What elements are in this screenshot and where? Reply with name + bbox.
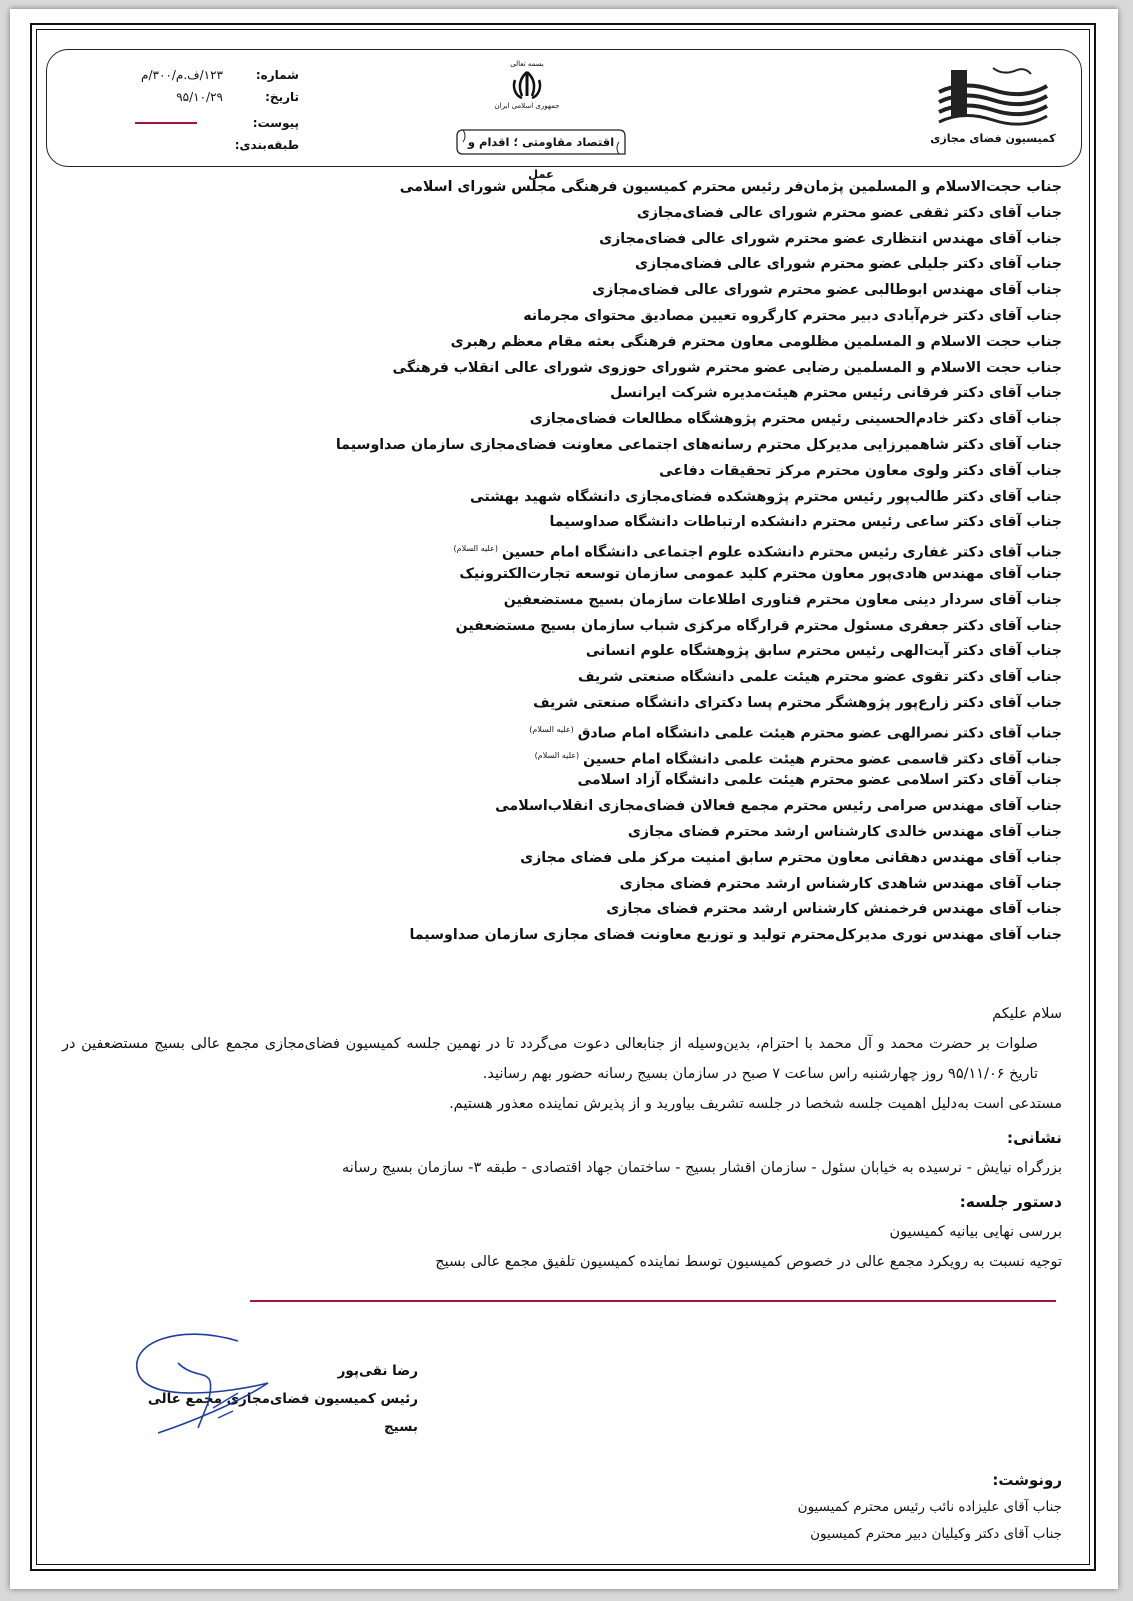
slogan-banner [455,126,627,181]
number-value: ۱۲۳/ف.م/۳۰۰/م [141,68,223,82]
recipient-line [302,872,1062,898]
recipient-line [302,614,1062,640]
recipient-text: جناب آقای مهندس صرامی رئیس محترم مجمع فعالان فضای‌مجازی انقلاب‌اسلامی [495,798,1062,815]
recipient-text: جناب حجت الاسلام و المسلمین مظلومی معاون محترم فرهنگی بعثه مقام معظم رهبری [450,333,1062,350]
waves-logo-icon [933,64,1053,130]
agenda-item: بررسی نهایی بیانیه کمیسیون [889,1224,1062,1240]
recipient-text: جناب آقای دکتر آیت‌الهی رئیس محترم سابق پژوهشگاه علوم انسانی [585,643,1062,660]
agenda-title: دستور جلسه: [959,1193,1062,1211]
signatory-name: رضا نقی‌پور [337,1363,418,1379]
agenda-item: توجیه نسبت به رویکرد مجمع عالی در خصوص کمیسیون توسط نماینده کمیسیون تلفیق مجمع عالی بسیج [435,1254,1062,1270]
classification-label: طبقه‌بندی: [234,138,299,152]
recipient-line [302,227,1062,253]
honorific-superscript: (علیه السلام) [529,724,574,734]
recipient-line [302,356,1062,382]
meta-attachment [99,116,299,138]
agenda-underline [250,1300,1056,1302]
recipient-text: جناب آقای دکتر جلیلی عضو محترم شورای عالی فضای‌مجازی [635,256,1062,273]
recipient-text: جناب آقای دکتر خرم‌آبادی دبیر محترم کارگروه تعیین مصادیق محتوای مجرمانه [523,307,1062,324]
recipient-line [302,459,1062,485]
letterhead [46,49,1082,181]
recipient-line [302,743,1062,769]
recipient-line [302,588,1062,614]
recipient-text: جناب آقای دکتر خادم‌الحسینی رئیس محترم پژوهشگاه مطالعات فضای‌مجازی [529,411,1062,428]
recipient-line [302,897,1062,923]
recipient-text: جناب آقای مهندس دهقانی معاون محترم سابق امنیت مرکز ملی فضای مجازی [520,849,1062,866]
letter-metadata [99,62,299,162]
recipient-text: جناب آقای دکتر اسلامی عضو محترم هیئت علمی دانشگاه آزاد اسلامی [577,772,1062,789]
attachment-label: پیوست: [252,116,299,130]
recipient-line [302,510,1062,536]
recipient-line [302,304,1062,330]
signature-block [118,1357,418,1441]
recipient-text: جناب آقای دکتر قاسمی عضو محترم هیئت علمی دانشگاه امام حسین [583,751,1062,768]
cc-item: جناب آقای دکتر وکیلیان دبیر محترم کمیسیون [810,1526,1062,1542]
slogan-text: اقتصاد مقاومتی ؛ اقدام و عمل [467,135,615,181]
number-label: شماره: [255,68,299,82]
emblem-bottom-text: جمهوری اسلامی ایران [494,102,560,110]
recipient-text: جناب آقای دکتر ساعی رئیس محترم دانشکده ارتباطات دانشگاه صداوسیما [549,514,1062,531]
recipient-line [302,407,1062,433]
recipient-line [302,639,1062,665]
recipient-text: جناب حجت الاسلام و المسلمین رضایی عضو محترم شورای حوزوی شورای عالی انقلاب فرهنگی [392,359,1062,376]
recipient-line [302,691,1062,717]
recipient-text: جناب آقای مهندس فرخمنش کارشناس ارشد محترم فضای مجازی [606,901,1062,918]
recipient-line [302,381,1062,407]
recipient-line [302,330,1062,356]
recipient-text: جناب آقای مهندس هادی‌پور معاون محترم کلید عمومی سازمان توسعه تجارت‌الکترونیک [459,565,1062,582]
recipient-text: جناب آقای مهندس شاهدی کارشناس ارشد محترم فضای مجازی [619,875,1062,892]
recipient-line [302,175,1062,201]
recipient-text: جناب آقای دکتر تقوی عضو محترم هیئت علمی دانشگاه صنعتی شریف [578,669,1062,686]
meta-date [99,90,299,112]
recipient-text: جناب آقای سردار دینی معاون محترم فناوری اطلاعات سازمان بسیج مستضعفین [503,591,1062,608]
state-emblem [477,60,577,110]
recipient-text: جناب آقای دکتر طالب‌پور رئیس محترم پژوهشکده فضای‌مجازی دانشگاه شهید بهشتی [469,488,1062,505]
cc-title: رونوشت: [992,1471,1062,1489]
recipient-text: جناب آقای دکتر زارع‌پور پژوهشگر محترم پسا دکترای دانشگاه صنعتی شریف [533,694,1062,711]
recipient-line [302,717,1062,743]
recipient-list [302,175,1062,949]
greeting: سلام علیکم [992,1006,1062,1022]
recipient-text: جناب حجت‌الاسلام و المسلمین پژمان‌فر رئیس محترم کمیسیون فرهنگی مجلس شورای اسلامی [399,179,1062,195]
recipient-line [302,562,1062,588]
recipient-text: جناب آقای دکتر جعفری مسئول محترم قرارگاه مرکزی شباب سازمان بسیج مستضعفین [455,617,1062,634]
recipient-line [302,252,1062,278]
emblem-top-text: بسمه تعالی [510,60,544,68]
recipient-text: جناب آقای دکتر نصرالهی عضو محترم هیئت علمی دانشگاه امام صادق [577,725,1062,742]
logo-caption: کمیسیون فضای مجازی [930,132,1056,145]
recipient-line [302,820,1062,846]
date-value: ۹۵/۱۰/۲۹ [176,90,223,104]
address-text: بزرگراه نیایش - نرسیده به خیابان سئول - سازمان اقشار بسیج - ساختمان جهاد اقتصادی - طبقه ۳- سازمان بسیج رسانه [341,1160,1062,1176]
letter-body [62,999,1062,1277]
recipient-line [302,794,1062,820]
document-page [10,9,1118,1589]
recipient-text: جناب آقای دکتر شاهمیرزایی مدیرکل محترم رسانه‌های اجتماعی معاونت فضای‌مجازی سازمان صداوسیما [335,436,1062,453]
iran-emblem-icon [510,70,544,100]
recipient-line [302,768,1062,794]
request-paragraph: مستدعی است به‌دلیل اهمیت جلسه شخصا در جلسه تشریف بیاورید و از پذیرش نماینده معذور هستیم. [449,1096,1062,1112]
recipient-line [302,433,1062,459]
recipient-text: جناب آقای مهندس انتظاری عضو محترم شورای عالی فضای‌مجازی [599,230,1062,247]
recipient-text: جناب آقای مهندس خالدی کارشناس ارشد محترم فضای مجازی [627,823,1062,840]
recipient-line [302,536,1062,562]
recipient-line [302,923,1062,949]
recipient-text: جناب آقای مهندس نوری مدیرکل‌محترم تولید و توزیع معاونت فضای مجازی سازمان صداوسیما [409,927,1062,944]
recipient-line [302,278,1062,304]
recipient-line [302,485,1062,511]
recipient-text: جناب آقای دکتر ثقفی عضو محترم شورای عالی فضای‌مجازی [636,204,1062,221]
signatory-title: رئیس کمیسیون فضای‌مجازی مجمع عالی بسیج [147,1391,418,1435]
cc-block [562,1467,1062,1548]
honorific-superscript: (علیه السلام) [534,750,580,760]
commission-logo [923,64,1063,154]
recipient-line [302,201,1062,227]
recipient-line [302,665,1062,691]
meta-classification [99,138,299,160]
cc-item: جناب آقای علیزاده نائب رئیس محترم کمیسیون [797,1499,1062,1515]
honorific-superscript: (علیه السلام) [453,544,498,554]
invitation-paragraph: صلوات بر حضرت محمد و آل محمد با احترام، بدین‌وسیله از جنابعالی دعوت می‌گردد تا در نهمین جلسه کمیسیون فضای‌مجازی مجمع عالی بسیج مستضعفین در تاریخ ۹۵/۱۱/۰۶ روز چهارشنبه راس ساعت ۷ صبح در سازمان بسیج رسانه حضور بهم رسانید. [62,1036,1038,1082]
address-title: نشانی: [1006,1129,1062,1147]
recipient-text: جناب آقای دکتر ولوی معاون محترم مرکز تحقیقات دفاعی [659,462,1062,479]
recipient-text: جناب آقای دکتر فرقانی رئیس محترم هیئت‌مدیره شرکت ایرانسل [610,385,1062,402]
recipient-text: جناب آقای مهندس ابوطالبی عضو محترم شورای عالی فضای‌مجازی [592,282,1062,299]
meta-number [99,68,299,90]
handwritten-signature-icon [118,1323,288,1443]
date-label: تاریخ: [265,90,299,104]
recipient-line [302,846,1062,872]
recipient-text: جناب آقای دکتر غفاری رئیس محترم دانشکده علوم اجتماعی دانشگاه امام حسین [501,544,1062,561]
